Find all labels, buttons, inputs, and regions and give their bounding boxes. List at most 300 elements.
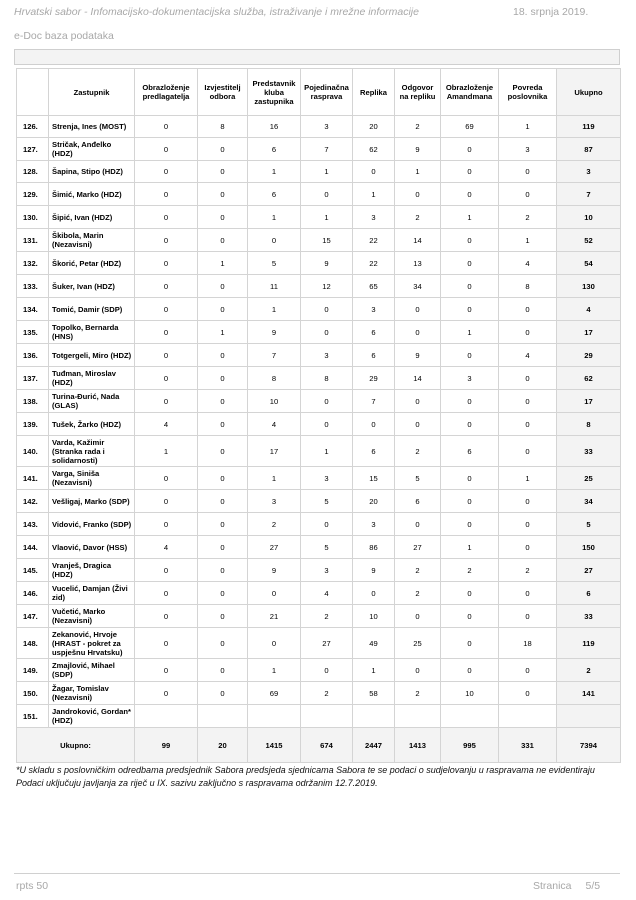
row-number: 137. [17, 367, 49, 390]
cell-amendment-explanation: 0 [441, 605, 499, 628]
cell-individual-debate: 0 [301, 413, 353, 436]
cell-amendment-explanation: 0 [441, 161, 499, 183]
database-name: e-Doc baza podataka [14, 30, 114, 42]
cell-rules-violation: 0 [499, 682, 557, 705]
table-row [17, 229, 621, 252]
cell-club-representative: 1 [248, 206, 301, 229]
cell-club-representative: 10 [248, 390, 301, 413]
cell-individual-debate: 9 [301, 252, 353, 275]
cell-proposer-explanation: 0 [135, 513, 198, 536]
cell-reply: 1 [353, 183, 395, 206]
table-row [17, 367, 621, 390]
cell-committee-rapporteur: 0 [198, 413, 248, 436]
cell-reply-response: 25 [395, 628, 441, 659]
cell-proposer-explanation: 0 [135, 682, 198, 705]
row-total [557, 705, 621, 728]
representative-name: Šimić, Marko (HDZ) [49, 183, 135, 206]
cell-reply: 20 [353, 490, 395, 513]
row-number: 129. [17, 183, 49, 206]
cell-amendment-explanation: 0 [441, 659, 499, 682]
cell-committee-rapporteur: 0 [198, 682, 248, 705]
cell-rules-violation [499, 705, 557, 728]
cell-amendment-explanation: 0 [441, 298, 499, 321]
table-caption-bar [14, 49, 620, 65]
cell-proposer-explanation: 0 [135, 183, 198, 206]
cell-reply [353, 705, 395, 728]
cell-individual-debate: 0 [301, 321, 353, 344]
row-total: 52 [557, 229, 621, 252]
cell-individual-debate: 12 [301, 275, 353, 298]
cell-proposer-explanation: 0 [135, 206, 198, 229]
cell-amendment-explanation: 0 [441, 413, 499, 436]
cell-committee-rapporteur: 0 [198, 206, 248, 229]
total-committee-rapporteur: 20 [198, 728, 248, 763]
row-number: 150. [17, 682, 49, 705]
cell-rules-violation: 0 [499, 390, 557, 413]
totals-label: Ukupno: [17, 728, 135, 763]
cell-reply-response: 13 [395, 252, 441, 275]
row-number: 141. [17, 467, 49, 490]
cell-individual-debate: 0 [301, 659, 353, 682]
row-total: 119 [557, 628, 621, 659]
total-reply-response: 1413 [395, 728, 441, 763]
table-row [17, 298, 621, 321]
cell-reply: 0 [353, 161, 395, 183]
cell-rules-violation: 0 [499, 513, 557, 536]
cell-committee-rapporteur: 0 [198, 298, 248, 321]
total-proposer-explanation: 99 [135, 728, 198, 763]
cell-rules-violation: 0 [499, 298, 557, 321]
grand-total: 7394 [557, 728, 621, 763]
row-number: 151. [17, 705, 49, 728]
cell-club-representative: 3 [248, 490, 301, 513]
cell-committee-rapporteur: 0 [198, 390, 248, 413]
cell-committee-rapporteur: 0 [198, 138, 248, 161]
column-header-committee-rapporteur: Izvjestitelj odbora [198, 69, 248, 116]
row-total: 2 [557, 659, 621, 682]
row-number: 126. [17, 116, 49, 138]
row-number: 149. [17, 659, 49, 682]
cell-amendment-explanation: 3 [441, 367, 499, 390]
cell-amendment-explanation: 6 [441, 436, 499, 467]
row-total: 8 [557, 413, 621, 436]
cell-reply-response: 2 [395, 116, 441, 138]
table-row [17, 116, 621, 138]
column-header-reply: Replika [353, 69, 395, 116]
cell-amendment-explanation: 0 [441, 344, 499, 367]
row-total: 34 [557, 490, 621, 513]
table-row [17, 682, 621, 705]
cell-reply-response: 1 [395, 161, 441, 183]
cell-reply-response: 2 [395, 206, 441, 229]
representative-name: Vučetić, Marko (Nezavisni) [49, 605, 135, 628]
cell-club-representative: 9 [248, 559, 301, 582]
cell-amendment-explanation: 2 [441, 559, 499, 582]
cell-reply-response: 0 [395, 183, 441, 206]
table-row [17, 161, 621, 183]
column-header-club-representative: Predstavnik kluba zastupnika [248, 69, 301, 116]
cell-rules-violation: 0 [499, 367, 557, 390]
cell-reply-response: 2 [395, 436, 441, 467]
cell-club-representative: 1 [248, 467, 301, 490]
table-row [17, 138, 621, 161]
cell-amendment-explanation: 1 [441, 321, 499, 344]
row-total: 141 [557, 682, 621, 705]
cell-amendment-explanation: 1 [441, 536, 499, 559]
cell-reply-response: 5 [395, 467, 441, 490]
cell-club-representative: 9 [248, 321, 301, 344]
representative-name: Jandroković, Gordan* (HDZ) [49, 705, 135, 728]
representative-name: Topolko, Bernarda (HNS) [49, 321, 135, 344]
page-number: 5/5 [585, 880, 601, 892]
cell-proposer-explanation: 0 [135, 229, 198, 252]
cell-reply-response: 0 [395, 659, 441, 682]
cell-committee-rapporteur: 0 [198, 344, 248, 367]
representative-name: Tomić, Damir (SDP) [49, 298, 135, 321]
table-row [17, 206, 621, 229]
cell-individual-debate: 1 [301, 206, 353, 229]
total-reply: 2447 [353, 728, 395, 763]
cell-individual-debate: 2 [301, 605, 353, 628]
cell-club-representative: 4 [248, 413, 301, 436]
cell-committee-rapporteur: 0 [198, 275, 248, 298]
row-total: 87 [557, 138, 621, 161]
cell-individual-debate: 5 [301, 490, 353, 513]
cell-club-representative: 0 [248, 229, 301, 252]
table-row [17, 705, 621, 728]
report-date: 18. srpnja 2019. [513, 6, 589, 18]
column-header-rules-violation: Povreda poslovnika [499, 69, 557, 116]
row-number: 138. [17, 390, 49, 413]
cell-individual-debate: 1 [301, 161, 353, 183]
cell-reply: 10 [353, 605, 395, 628]
cell-reply: 1 [353, 659, 395, 682]
cell-amendment-explanation: 1 [441, 206, 499, 229]
total-individual-debate: 674 [301, 728, 353, 763]
row-number: 146. [17, 582, 49, 605]
representative-name: Tušek, Žarko (HDZ) [49, 413, 135, 436]
cell-reply: 3 [353, 206, 395, 229]
representative-name: Vešligaj, Marko (SDP) [49, 490, 135, 513]
cell-rules-violation: 1 [499, 116, 557, 138]
cell-individual-debate: 1 [301, 436, 353, 467]
cell-rules-violation: 2 [499, 206, 557, 229]
cell-amendment-explanation: 0 [441, 275, 499, 298]
cell-committee-rapporteur: 1 [198, 252, 248, 275]
table-header-row [17, 69, 621, 116]
column-header-reply-response: Odgovor na repliku [395, 69, 441, 116]
table-row [17, 467, 621, 490]
cell-reply-response: 2 [395, 582, 441, 605]
cell-club-representative: 7 [248, 344, 301, 367]
representative-name: Škibola, Marin (Nezavisni) [49, 229, 135, 252]
cell-rules-violation: 4 [499, 344, 557, 367]
cell-reply: 29 [353, 367, 395, 390]
row-number: 127. [17, 138, 49, 161]
cell-reply: 6 [353, 436, 395, 467]
row-number: 143. [17, 513, 49, 536]
table-row [17, 183, 621, 206]
cell-club-representative: 5 [248, 252, 301, 275]
cell-reply-response: 2 [395, 559, 441, 582]
cell-individual-debate: 3 [301, 116, 353, 138]
cell-reply: 86 [353, 536, 395, 559]
table-row [17, 536, 621, 559]
cell-individual-debate: 3 [301, 344, 353, 367]
row-number: 140. [17, 436, 49, 467]
cell-reply: 58 [353, 682, 395, 705]
table-row [17, 413, 621, 436]
row-total: 33 [557, 605, 621, 628]
footer-divider [14, 873, 620, 874]
representative-name: Turina-Đurić, Nada (GLAS) [49, 390, 135, 413]
cell-proposer-explanation: 0 [135, 344, 198, 367]
cell-amendment-explanation: 0 [441, 138, 499, 161]
row-total: 54 [557, 252, 621, 275]
table-row [17, 390, 621, 413]
cell-committee-rapporteur: 0 [198, 582, 248, 605]
row-total: 17 [557, 321, 621, 344]
cell-proposer-explanation: 0 [135, 321, 198, 344]
cell-reply-response: 14 [395, 367, 441, 390]
representative-name: Zmajlović, Mihael (SDP) [49, 659, 135, 682]
cell-club-representative: 16 [248, 116, 301, 138]
cell-reply: 22 [353, 229, 395, 252]
cell-individual-debate: 0 [301, 513, 353, 536]
cell-reply: 65 [353, 275, 395, 298]
total-club-representative: 1415 [248, 728, 301, 763]
representative-name: Stričak, Anđelko (HDZ) [49, 138, 135, 161]
column-header-number [17, 69, 49, 116]
cell-proposer-explanation: 4 [135, 413, 198, 436]
table-row [17, 275, 621, 298]
page-label: Stranica [533, 880, 572, 892]
row-number: 136. [17, 344, 49, 367]
cell-individual-debate: 4 [301, 582, 353, 605]
representative-name: Varga, Siniša (Nezavisni) [49, 467, 135, 490]
cell-individual-debate: 27 [301, 628, 353, 659]
cell-proposer-explanation: 0 [135, 582, 198, 605]
row-total: 5 [557, 513, 621, 536]
cell-rules-violation: 0 [499, 436, 557, 467]
cell-rules-violation: 8 [499, 275, 557, 298]
cell-rules-violation: 18 [499, 628, 557, 659]
cell-reply-response: 0 [395, 413, 441, 436]
cell-committee-rapporteur: 0 [198, 436, 248, 467]
row-number: 147. [17, 605, 49, 628]
cell-committee-rapporteur: 0 [198, 659, 248, 682]
table-row [17, 490, 621, 513]
row-total: 3 [557, 161, 621, 183]
row-number: 131. [17, 229, 49, 252]
report-title: Hrvatski sabor - Infomacijsko-dokumentacijska služba, istraživanje i mrežne informacije [14, 6, 419, 18]
cell-reply-response: 2 [395, 682, 441, 705]
cell-reply: 6 [353, 321, 395, 344]
cell-rules-violation: 0 [499, 536, 557, 559]
cell-reply-response: 6 [395, 490, 441, 513]
table-row [17, 321, 621, 344]
representative-name: Varda, Kažimir (Stranka rada i solidarnosti) [49, 436, 135, 467]
cell-individual-debate: 8 [301, 367, 353, 390]
row-total: 29 [557, 344, 621, 367]
cell-reply: 6 [353, 344, 395, 367]
cell-amendment-explanation: 0 [441, 467, 499, 490]
row-total: 150 [557, 536, 621, 559]
cell-club-representative: 6 [248, 138, 301, 161]
cell-amendment-explanation: 10 [441, 682, 499, 705]
cell-club-representative: 11 [248, 275, 301, 298]
cell-proposer-explanation: 0 [135, 628, 198, 659]
cell-club-representative [248, 705, 301, 728]
table-row [17, 559, 621, 582]
representative-name: Tuđman, Miroslav (HDZ) [49, 367, 135, 390]
cell-club-representative: 0 [248, 582, 301, 605]
table-row [17, 513, 621, 536]
cell-amendment-explanation: 0 [441, 390, 499, 413]
cell-individual-debate: 2 [301, 682, 353, 705]
cell-rules-violation: 2 [499, 559, 557, 582]
cell-committee-rapporteur: 0 [198, 229, 248, 252]
row-number: 142. [17, 490, 49, 513]
table-row [17, 605, 621, 628]
representative-name: Žagar, Tomislav (Nezavisni) [49, 682, 135, 705]
cell-proposer-explanation: 0 [135, 298, 198, 321]
cell-amendment-explanation: 0 [441, 582, 499, 605]
representative-name: Šapina, Stipo (HDZ) [49, 161, 135, 183]
cell-club-representative: 21 [248, 605, 301, 628]
cell-proposer-explanation: 1 [135, 436, 198, 467]
row-number: 132. [17, 252, 49, 275]
cell-proposer-explanation: 0 [135, 559, 198, 582]
table-row [17, 659, 621, 682]
cell-club-representative: 27 [248, 536, 301, 559]
cell-reply: 7 [353, 390, 395, 413]
cell-committee-rapporteur: 0 [198, 183, 248, 206]
cell-proposer-explanation: 0 [135, 275, 198, 298]
representative-name: Vlaović, Davor (HSS) [49, 536, 135, 559]
cell-reply-response: 9 [395, 138, 441, 161]
speech-statistics-table [16, 68, 621, 763]
row-number: 148. [17, 628, 49, 659]
cell-committee-rapporteur: 0 [198, 367, 248, 390]
cell-proposer-explanation: 0 [135, 467, 198, 490]
cell-reply: 0 [353, 413, 395, 436]
cell-reply: 49 [353, 628, 395, 659]
total-amendment-explanation: 995 [441, 728, 499, 763]
row-number: 139. [17, 413, 49, 436]
cell-amendment-explanation: 0 [441, 183, 499, 206]
row-total: 62 [557, 367, 621, 390]
cell-rules-violation: 0 [499, 659, 557, 682]
cell-committee-rapporteur: 0 [198, 490, 248, 513]
cell-reply: 3 [353, 513, 395, 536]
cell-proposer-explanation: 0 [135, 605, 198, 628]
cell-individual-debate: 3 [301, 559, 353, 582]
cell-reply-response: 9 [395, 344, 441, 367]
cell-reply-response: 0 [395, 321, 441, 344]
row-number: 130. [17, 206, 49, 229]
cell-proposer-explanation: 0 [135, 490, 198, 513]
row-total: 119 [557, 116, 621, 138]
row-total: 7 [557, 183, 621, 206]
row-number: 144. [17, 536, 49, 559]
cell-reply: 62 [353, 138, 395, 161]
cell-individual-debate: 0 [301, 390, 353, 413]
cell-proposer-explanation: 0 [135, 367, 198, 390]
row-total: 4 [557, 298, 621, 321]
cell-reply-response: 27 [395, 536, 441, 559]
column-header-amendment-explanation: Obrazloženje Amandmana [441, 69, 499, 116]
cell-individual-debate: 5 [301, 536, 353, 559]
cell-reply-response: 14 [395, 229, 441, 252]
footnote-data-scope: Podaci uključuju javljanja za riječ u IX. sazivu zaključno s raspravama održanim 12.7.2019. [16, 778, 378, 788]
cell-amendment-explanation: 0 [441, 229, 499, 252]
cell-reply-response: 0 [395, 513, 441, 536]
cell-individual-debate [301, 705, 353, 728]
cell-committee-rapporteur: 0 [198, 605, 248, 628]
cell-rules-violation: 0 [499, 413, 557, 436]
row-total: 130 [557, 275, 621, 298]
total-rules-violation: 331 [499, 728, 557, 763]
cell-rules-violation: 0 [499, 490, 557, 513]
representative-name: Vranješ, Dragica (HDZ) [49, 559, 135, 582]
cell-amendment-explanation: 69 [441, 116, 499, 138]
cell-committee-rapporteur: 0 [198, 536, 248, 559]
cell-committee-rapporteur: 8 [198, 116, 248, 138]
cell-rules-violation: 4 [499, 252, 557, 275]
row-total: 17 [557, 390, 621, 413]
row-total: 10 [557, 206, 621, 229]
cell-individual-debate: 15 [301, 229, 353, 252]
cell-reply-response: 34 [395, 275, 441, 298]
cell-individual-debate: 0 [301, 298, 353, 321]
cell-committee-rapporteur [198, 705, 248, 728]
cell-reply: 9 [353, 559, 395, 582]
representative-name: Šuker, Ivan (HDZ) [49, 275, 135, 298]
cell-committee-rapporteur: 0 [198, 513, 248, 536]
row-number: 145. [17, 559, 49, 582]
cell-reply: 3 [353, 298, 395, 321]
cell-reply: 22 [353, 252, 395, 275]
cell-committee-rapporteur: 1 [198, 321, 248, 344]
cell-reply-response: 0 [395, 390, 441, 413]
cell-individual-debate: 3 [301, 467, 353, 490]
footnote-chair: *U skladu s poslovničkim odredbama predsjednik Sabora predsjeda sjednicama Sabora te se podaci o sudjelovanju u raspravama ne evidentiraju [16, 765, 595, 775]
page-indicator [533, 880, 600, 892]
cell-proposer-explanation: 0 [135, 659, 198, 682]
cell-club-representative: 17 [248, 436, 301, 467]
cell-rules-violation: 3 [499, 138, 557, 161]
representative-name: Šipić, Ivan (HDZ) [49, 206, 135, 229]
cell-reply: 15 [353, 467, 395, 490]
cell-committee-rapporteur: 0 [198, 467, 248, 490]
cell-proposer-explanation [135, 705, 198, 728]
totals-row [17, 728, 621, 763]
cell-amendment-explanation: 0 [441, 628, 499, 659]
representative-name: Škorić, Petar (HDZ) [49, 252, 135, 275]
cell-committee-rapporteur: 0 [198, 161, 248, 183]
cell-club-representative: 6 [248, 183, 301, 206]
table-row [17, 628, 621, 659]
cell-proposer-explanation: 4 [135, 536, 198, 559]
cell-rules-violation: 0 [499, 321, 557, 344]
representative-name: Zekanović, Hrvoje (HRAST - pokret za uspješnu Hrvatsku) [49, 628, 135, 659]
cell-rules-violation: 1 [499, 229, 557, 252]
cell-rules-violation: 1 [499, 467, 557, 490]
representative-name: Totgergeli, Miro (HDZ) [49, 344, 135, 367]
representative-name: Vucelić, Damjan (Živi zid) [49, 582, 135, 605]
table-row [17, 582, 621, 605]
